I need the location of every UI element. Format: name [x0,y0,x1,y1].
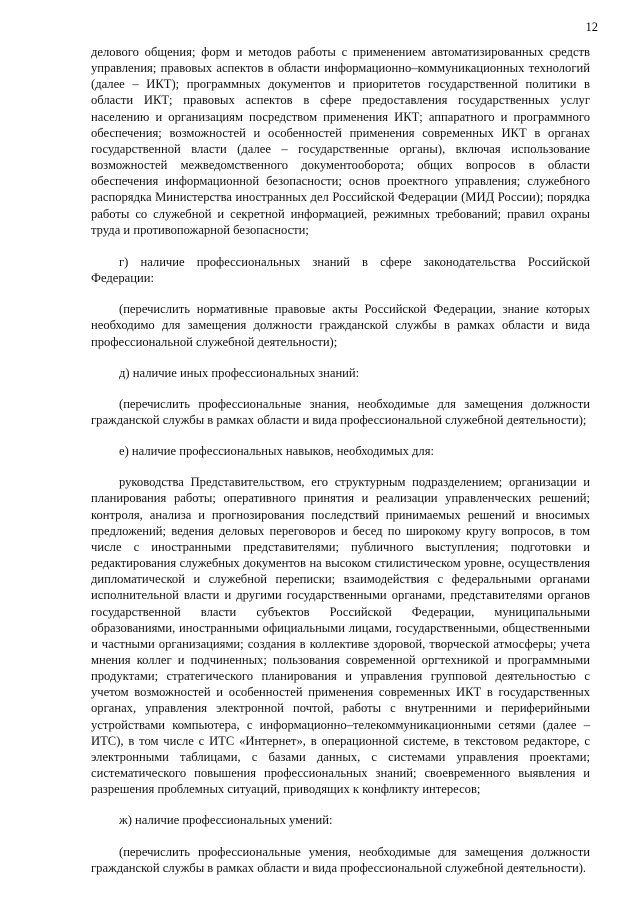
paragraph-business-communication: делового общения; форм и методов работы с применением автоматизированных средств управления; правовых аспектов в области информационно–коммуникационных технологий (далее – ИКТ); программных документов и приоритетов государственной политики в области ИКТ; правовых аспектов в сфере предоставления государственных услуг населению и организациям посредством применения ИКТ; аппаратного и программного обеспечения; возможностей и особенностей применения современных ИКТ в органах государственной власти (далее – государственные органы), включая использование возможностей межведомственного документооборота; общих вопросов в области обеспечения информационной безопасности; основ проектного управления; служебного распорядка Министерства иностранных дел Российской Федерации (МИД России); порядка работы со служебной и секретной информацией, режимных требований; правил охраны труда и противопожарной безопасности; [91,45,590,237]
paragraph-other-knowledge: д) наличие иных профессиональных знаний: [119,365,360,380]
page-number: 12 [585,20,598,34]
paragraph-professional-abilities: ж) наличие профессиональных умений: [119,813,333,828]
document-body [91,44,590,876]
paragraph-legislation-knowledge: г) наличие профессиональных знаний в сфере законодательства Российской Федерации: [91,254,590,286]
paragraph-abilities-note: (перечислить профессиональные умения, необходимые для замещения должности гражданской службы в рамках области и вида профессиональной служебной деятельности). [91,844,590,875]
paragraph-professional-skills: е) наличие профессиональных навыков, необходимых для: [119,444,435,459]
paragraph-skills-list: руководства Представительством, его структурным подразделением; организации и планирования работы; оперативного принятия и реализации управленческих решений; контроля, анализа и прогнозирования последствий принимаемых решений и вносимых предложений; ведения деловых переговоров и бесед по широкому кругу вопросов, в том числе с иностранными представителями; публичного выступления; подготовки и редактирования служебных документов на высоком стилистическом уровне, осуществления дипломатической и служебной переписки; взаимодействия с федеральными органами исполнительной власти и другими государственными органами, представителями органов государственной власти субъектов Российской Федерации, муниципальными образованиями, иностранными официальными лицами, государственными, общественными и частными организациями; создания в коллективе здоровой, творческой атмосферы; учета мнения коллег и подчиненных; пользования современной оргтехникой и программными продуктами; стратегического планирования и управления групповой деятельностью с учетом возможностей и особенностей применения современных ИКТ в государственных органах, управления электронной почтой, работы с внутренними и периферийными устройствами компьютера, с информационно–телекоммуникационными сетями (далее – ИТС), в том числе с ИТС «Интернет», в операционной системе, в текстовом редакторе, с электронными таблицами, с базами данных, с системами управления проектами; систематического повышения профессиональных знаний; своевременного выявления и разрешения проблемных ситуаций, приводящих к конфликту интересов; [91,475,590,797]
paragraph-other-knowledge-note: (перечислить профессиональные знания, необходимые для замещения должности гражданской службы в рамках области и вида профессиональной служебной деятельности); [91,396,590,427]
paragraph-legal-acts-note: (перечислить нормативные правовые акты Российской Федерации, знание которых необходимо для замещения должности гражданской службы в рамках области и вида профессиональной служебной деятельности); [91,302,590,349]
